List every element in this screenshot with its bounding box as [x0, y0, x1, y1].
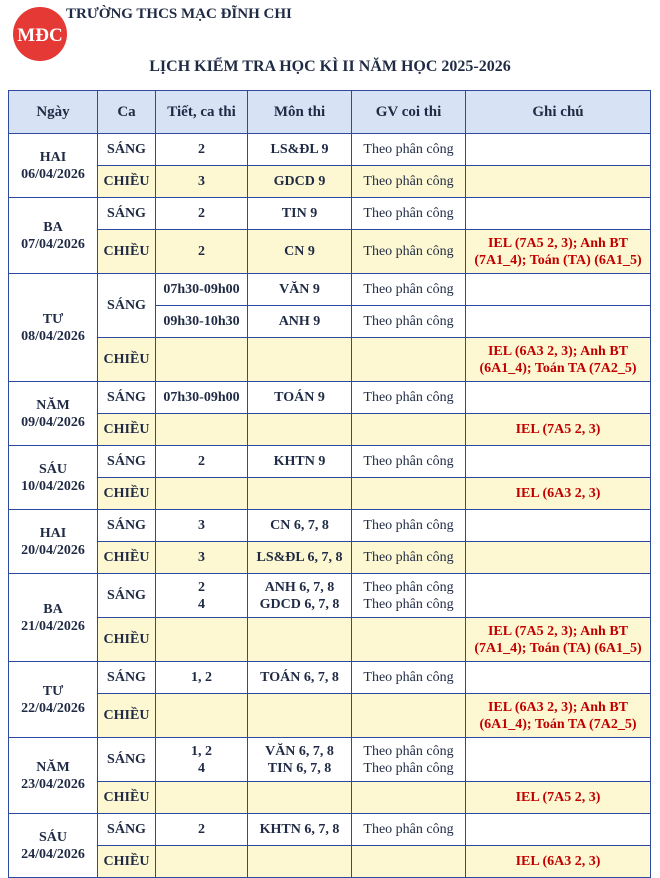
period-cell: [156, 446, 248, 478]
subject-cell: [248, 382, 352, 414]
note-cell: [466, 382, 651, 414]
col-header-gv: GV coi thi: [352, 91, 466, 134]
table-row: [9, 166, 651, 198]
subject-cell-text: KHTN 9: [273, 454, 326, 469]
subject-cell-text: LS&ĐL 6, 7, 8: [256, 550, 343, 565]
note-cell: [466, 230, 651, 274]
table-row: [9, 542, 651, 574]
day-date: 09/04/2026: [21, 414, 85, 430]
session-cell: [98, 166, 156, 198]
note-cell: [466, 846, 651, 878]
day-cell: [9, 574, 98, 662]
subject-cell-text: ANH 6, 7, 8: [264, 579, 335, 595]
period-cell: [156, 306, 248, 338]
session-cell: [98, 274, 156, 338]
session-cell-text: SÁNG: [107, 454, 146, 469]
session-cell: [98, 382, 156, 414]
session-cell-text: SÁNG: [107, 822, 146, 837]
col-header-ghichu: Ghi chú: [466, 91, 651, 134]
proctor-cell: [352, 542, 466, 574]
note-cell: [466, 306, 651, 338]
proctor-cell-text: Theo phân công: [363, 244, 454, 259]
session-cell-text: CHIỀU: [103, 244, 150, 259]
col-header-ca: Ca: [98, 91, 156, 134]
school-name: TRƯỜNG THCS MẠC ĐĨNH CHI: [66, 6, 292, 22]
subject-cell-text: GDCD 6, 7, 8: [259, 596, 340, 612]
day-date: 10/04/2026: [21, 478, 85, 494]
school-logo: [12, 6, 68, 62]
subject-cell-text: CN 6, 7, 8: [270, 518, 329, 533]
note-cell: [466, 542, 651, 574]
proctor-cell-text: Theo phân công: [363, 314, 454, 329]
session-cell-text: SÁNG: [107, 588, 146, 603]
session-cell-text: SÁNG: [107, 670, 146, 685]
proctor-cell: [352, 478, 466, 510]
subject-cell-text: VĂN 9: [279, 282, 320, 297]
session-cell: [98, 694, 156, 738]
subject-cell-text: LS&ĐL 9: [270, 142, 329, 157]
subject-cell-text: GDCD 9: [273, 174, 326, 189]
subject-cell: [248, 166, 352, 198]
subject-cell: [248, 846, 352, 878]
proctor-cell: [352, 134, 466, 166]
period-cell: [156, 814, 248, 846]
proctor-cell: [352, 618, 466, 662]
proctor-cell: [352, 198, 466, 230]
subject-cell: [248, 306, 352, 338]
day-weekday: BA: [43, 219, 63, 235]
note-cell-text: IEL (6A3 2, 3): [515, 486, 601, 501]
period-cell: [156, 846, 248, 878]
period-cell-text: 3: [198, 518, 205, 533]
period-cell: [156, 134, 248, 166]
session-cell-text: CHIỀU: [103, 790, 150, 805]
session-cell: [98, 198, 156, 230]
table-row: [9, 478, 651, 510]
note-cell: [466, 510, 651, 542]
proctor-cell: [352, 814, 466, 846]
subject-cell: [248, 662, 352, 694]
session-cell: [98, 446, 156, 478]
note-cell: [466, 618, 651, 662]
proctor-cell-text: Theo phân công: [363, 743, 454, 759]
subject-cell: [248, 446, 352, 478]
table-row: [9, 738, 651, 782]
period-cell-text: 3: [198, 174, 205, 189]
session-cell-text: CHIỀU: [103, 422, 150, 437]
day-cell: [9, 738, 98, 814]
note-cell: [466, 574, 651, 618]
day-date: 21/04/2026: [21, 618, 85, 634]
session-cell-text: SÁNG: [107, 298, 146, 313]
proctor-cell: [352, 338, 466, 382]
day-date: 22/04/2026: [21, 700, 85, 716]
session-cell: [98, 738, 156, 782]
subject-cell-text: ANH 9: [278, 314, 321, 329]
proctor-cell-text: Theo phân công: [363, 142, 454, 157]
proctor-cell: [352, 306, 466, 338]
session-cell-text: SÁNG: [107, 752, 146, 767]
subject-cell: [248, 134, 352, 166]
day-weekday: HAI: [39, 149, 67, 165]
period-cell-text: 2: [198, 822, 205, 837]
day-cell: [9, 446, 98, 510]
table-row: [9, 230, 651, 274]
table-row: [9, 134, 651, 166]
session-cell: [98, 662, 156, 694]
note-cell: [466, 338, 651, 382]
period-cell-text: 2: [198, 206, 205, 221]
proctor-cell-text: Theo phân công: [363, 206, 454, 221]
subject-cell: [248, 414, 352, 446]
period-cell-text: 4: [198, 760, 205, 776]
proctor-cell-text: Theo phân công: [363, 518, 454, 533]
day-date: 06/04/2026: [21, 166, 85, 182]
proctor-cell: [352, 662, 466, 694]
subject-cell-text: KHTN 6, 7, 8: [259, 822, 340, 837]
subject-cell: [248, 618, 352, 662]
session-cell-text: SÁNG: [107, 142, 146, 157]
session-cell-text: CHIỀU: [103, 486, 150, 501]
day-cell: [9, 274, 98, 382]
period-cell-text: 07h30-09h00: [163, 390, 240, 405]
period-cell-text: 1, 2: [191, 743, 212, 759]
period-cell: [156, 478, 248, 510]
subject-cell-text: TIN 6, 7, 8: [267, 760, 332, 776]
session-cell-text: CHIỀU: [103, 174, 150, 189]
note-cell-text: IEL (6A3 2, 3); Anh BT (6A1_4); Toán TA (7A2_5): [479, 699, 637, 732]
table-row: [9, 446, 651, 478]
proctor-cell-text: Theo phân công: [363, 282, 454, 297]
proctor-cell-text: Theo phân công: [363, 550, 454, 565]
proctor-cell: [352, 414, 466, 446]
subject-cell: [248, 338, 352, 382]
proctor-cell-text: Theo phân công: [363, 174, 454, 189]
table-row: [9, 782, 651, 814]
note-cell: [466, 694, 651, 738]
session-cell: [98, 782, 156, 814]
day-weekday: TƯ: [42, 311, 64, 327]
day-weekday: SÁU: [38, 461, 67, 477]
day-cell: [9, 814, 98, 878]
period-cell: [156, 198, 248, 230]
subject-cell: [248, 782, 352, 814]
period-cell-text: 09h30-10h30: [163, 314, 240, 329]
session-cell-text: SÁNG: [107, 206, 146, 221]
session-cell-text: CHIỀU: [103, 708, 150, 723]
proctor-cell-text: Theo phân công: [363, 760, 454, 776]
period-cell-text: 2: [198, 579, 205, 595]
period-cell: [156, 662, 248, 694]
table-header-row: [9, 91, 651, 134]
subject-cell: [248, 510, 352, 542]
col-header-ngay: Ngày: [9, 91, 98, 134]
session-cell-text: CHIỀU: [103, 854, 150, 869]
session-cell: [98, 338, 156, 382]
note-cell-text: IEL (7A5 2, 3): [515, 422, 601, 437]
subject-cell: [248, 198, 352, 230]
note-cell: [466, 446, 651, 478]
session-cell: [98, 814, 156, 846]
table-row: [9, 510, 651, 542]
day-weekday: NĂM: [36, 759, 70, 775]
day-date: 24/04/2026: [21, 846, 85, 862]
proctor-cell: [352, 738, 466, 782]
note-cell: [466, 198, 651, 230]
period-cell: [156, 338, 248, 382]
table-row: [9, 846, 651, 878]
note-cell: [466, 738, 651, 782]
day-date: 07/04/2026: [21, 236, 85, 252]
day-cell: [9, 510, 98, 574]
session-cell: [98, 414, 156, 446]
table-row: [9, 694, 651, 738]
proctor-cell: [352, 446, 466, 478]
day-cell: [9, 662, 98, 738]
table-body: [9, 134, 651, 878]
subject-cell-text: TOÁN 9: [274, 390, 325, 405]
subject-cell: [248, 542, 352, 574]
logo-text: MĐC: [17, 25, 63, 46]
table-row: [9, 274, 651, 306]
proctor-cell: [352, 230, 466, 274]
session-cell: [98, 542, 156, 574]
session-cell-text: SÁNG: [107, 518, 146, 533]
session-cell: [98, 478, 156, 510]
period-cell: [156, 542, 248, 574]
table-row: [9, 382, 651, 414]
session-cell: [98, 574, 156, 618]
subject-cell: [248, 274, 352, 306]
period-cell: [156, 694, 248, 738]
proctor-cell: [352, 166, 466, 198]
table-row: [9, 814, 651, 846]
subject-cell: [248, 738, 352, 782]
day-date: 23/04/2026: [21, 776, 85, 792]
session-cell-text: CHIỀU: [103, 550, 150, 565]
period-cell-text: 1, 2: [191, 670, 212, 685]
period-cell: [156, 510, 248, 542]
proctor-cell-text: Theo phân công: [363, 454, 454, 469]
note-cell-text: IEL (7A5 2, 3); Anh BT (7A1_4); Toán (TA) (6A1_5): [474, 623, 642, 656]
subject-cell: [248, 814, 352, 846]
note-cell-text: IEL (7A5 2, 3): [515, 790, 601, 805]
proctor-cell: [352, 574, 466, 618]
proctor-cell-text: Theo phân công: [363, 390, 454, 405]
session-cell: [98, 510, 156, 542]
table-row: [9, 662, 651, 694]
period-cell: [156, 782, 248, 814]
subject-cell-text: TIN 9: [281, 206, 318, 221]
day-weekday: SÁU: [38, 829, 67, 845]
session-cell: [98, 134, 156, 166]
proctor-cell: [352, 694, 466, 738]
subject-cell: [248, 574, 352, 618]
table-row: [9, 574, 651, 618]
session-cell: [98, 846, 156, 878]
period-cell: [156, 738, 248, 782]
note-cell: [466, 662, 651, 694]
subject-cell: [248, 230, 352, 274]
day-weekday: TƯ: [42, 683, 64, 699]
proctor-cell: [352, 782, 466, 814]
period-cell: [156, 618, 248, 662]
period-cell: [156, 382, 248, 414]
note-cell: [466, 166, 651, 198]
day-weekday: HAI: [39, 525, 67, 541]
proctor-cell: [352, 382, 466, 414]
period-cell: [156, 414, 248, 446]
session-cell-text: CHIỀU: [103, 632, 150, 647]
proctor-cell-text: Theo phân công: [363, 596, 454, 612]
day-weekday: BA: [43, 601, 63, 617]
day-weekday: NĂM: [36, 397, 70, 413]
period-cell-text: 2: [198, 244, 205, 259]
session-cell: [98, 230, 156, 274]
proctor-cell: [352, 510, 466, 542]
proctor-cell-text: Theo phân công: [363, 822, 454, 837]
day-date: 08/04/2026: [21, 328, 85, 344]
session-cell-text: SÁNG: [107, 390, 146, 405]
table-row: [9, 338, 651, 382]
note-cell: [466, 782, 651, 814]
day-date: 20/04/2026: [21, 542, 85, 558]
day-cell: [9, 198, 98, 274]
col-header-mon: Môn thi: [248, 91, 352, 134]
period-cell: [156, 574, 248, 618]
period-cell: [156, 230, 248, 274]
subject-cell: [248, 478, 352, 510]
subject-cell-text: VĂN 6, 7, 8: [265, 743, 334, 759]
exam-schedule-table: [8, 90, 651, 878]
page-title: LỊCH KIỂM TRA HỌC KÌ II NĂM HỌC 2025-2026: [149, 58, 511, 75]
proctor-cell-text: Theo phân công: [363, 670, 454, 685]
period-cell-text: 3: [198, 550, 205, 565]
note-cell: [466, 478, 651, 510]
period-cell: [156, 166, 248, 198]
session-cell: [98, 618, 156, 662]
proctor-cell: [352, 846, 466, 878]
note-cell: [466, 134, 651, 166]
period-cell: [156, 274, 248, 306]
table-row: [9, 618, 651, 662]
note-cell: [466, 814, 651, 846]
period-cell-text: 2: [198, 142, 205, 157]
table-row: [9, 198, 651, 230]
subject-cell-text: CN 9: [284, 244, 315, 259]
proctor-cell-text: Theo phân công: [363, 579, 454, 595]
period-cell-text: 07h30-09h00: [163, 282, 240, 297]
note-cell: [466, 414, 651, 446]
note-cell-text: IEL (6A3 2, 3): [515, 854, 601, 869]
day-cell: [9, 382, 98, 446]
col-header-tiet: Tiết, ca thi: [156, 91, 248, 134]
note-cell-text: IEL (7A5 2, 3); Anh BT (7A1_4); Toán (TA) (6A1_5): [474, 235, 642, 268]
proctor-cell: [352, 274, 466, 306]
period-cell-text: 2: [198, 454, 205, 469]
subject-cell: [248, 694, 352, 738]
note-cell: [466, 274, 651, 306]
session-cell-text: CHIỀU: [103, 352, 150, 367]
table-row: [9, 414, 651, 446]
period-cell-text: 4: [198, 596, 205, 612]
subject-cell-text: TOÁN 6, 7, 8: [260, 670, 339, 685]
note-cell-text: IEL (6A3 2, 3); Anh BT (6A1_4); Toán TA (7A2_5): [479, 343, 637, 376]
day-cell: [9, 134, 98, 198]
